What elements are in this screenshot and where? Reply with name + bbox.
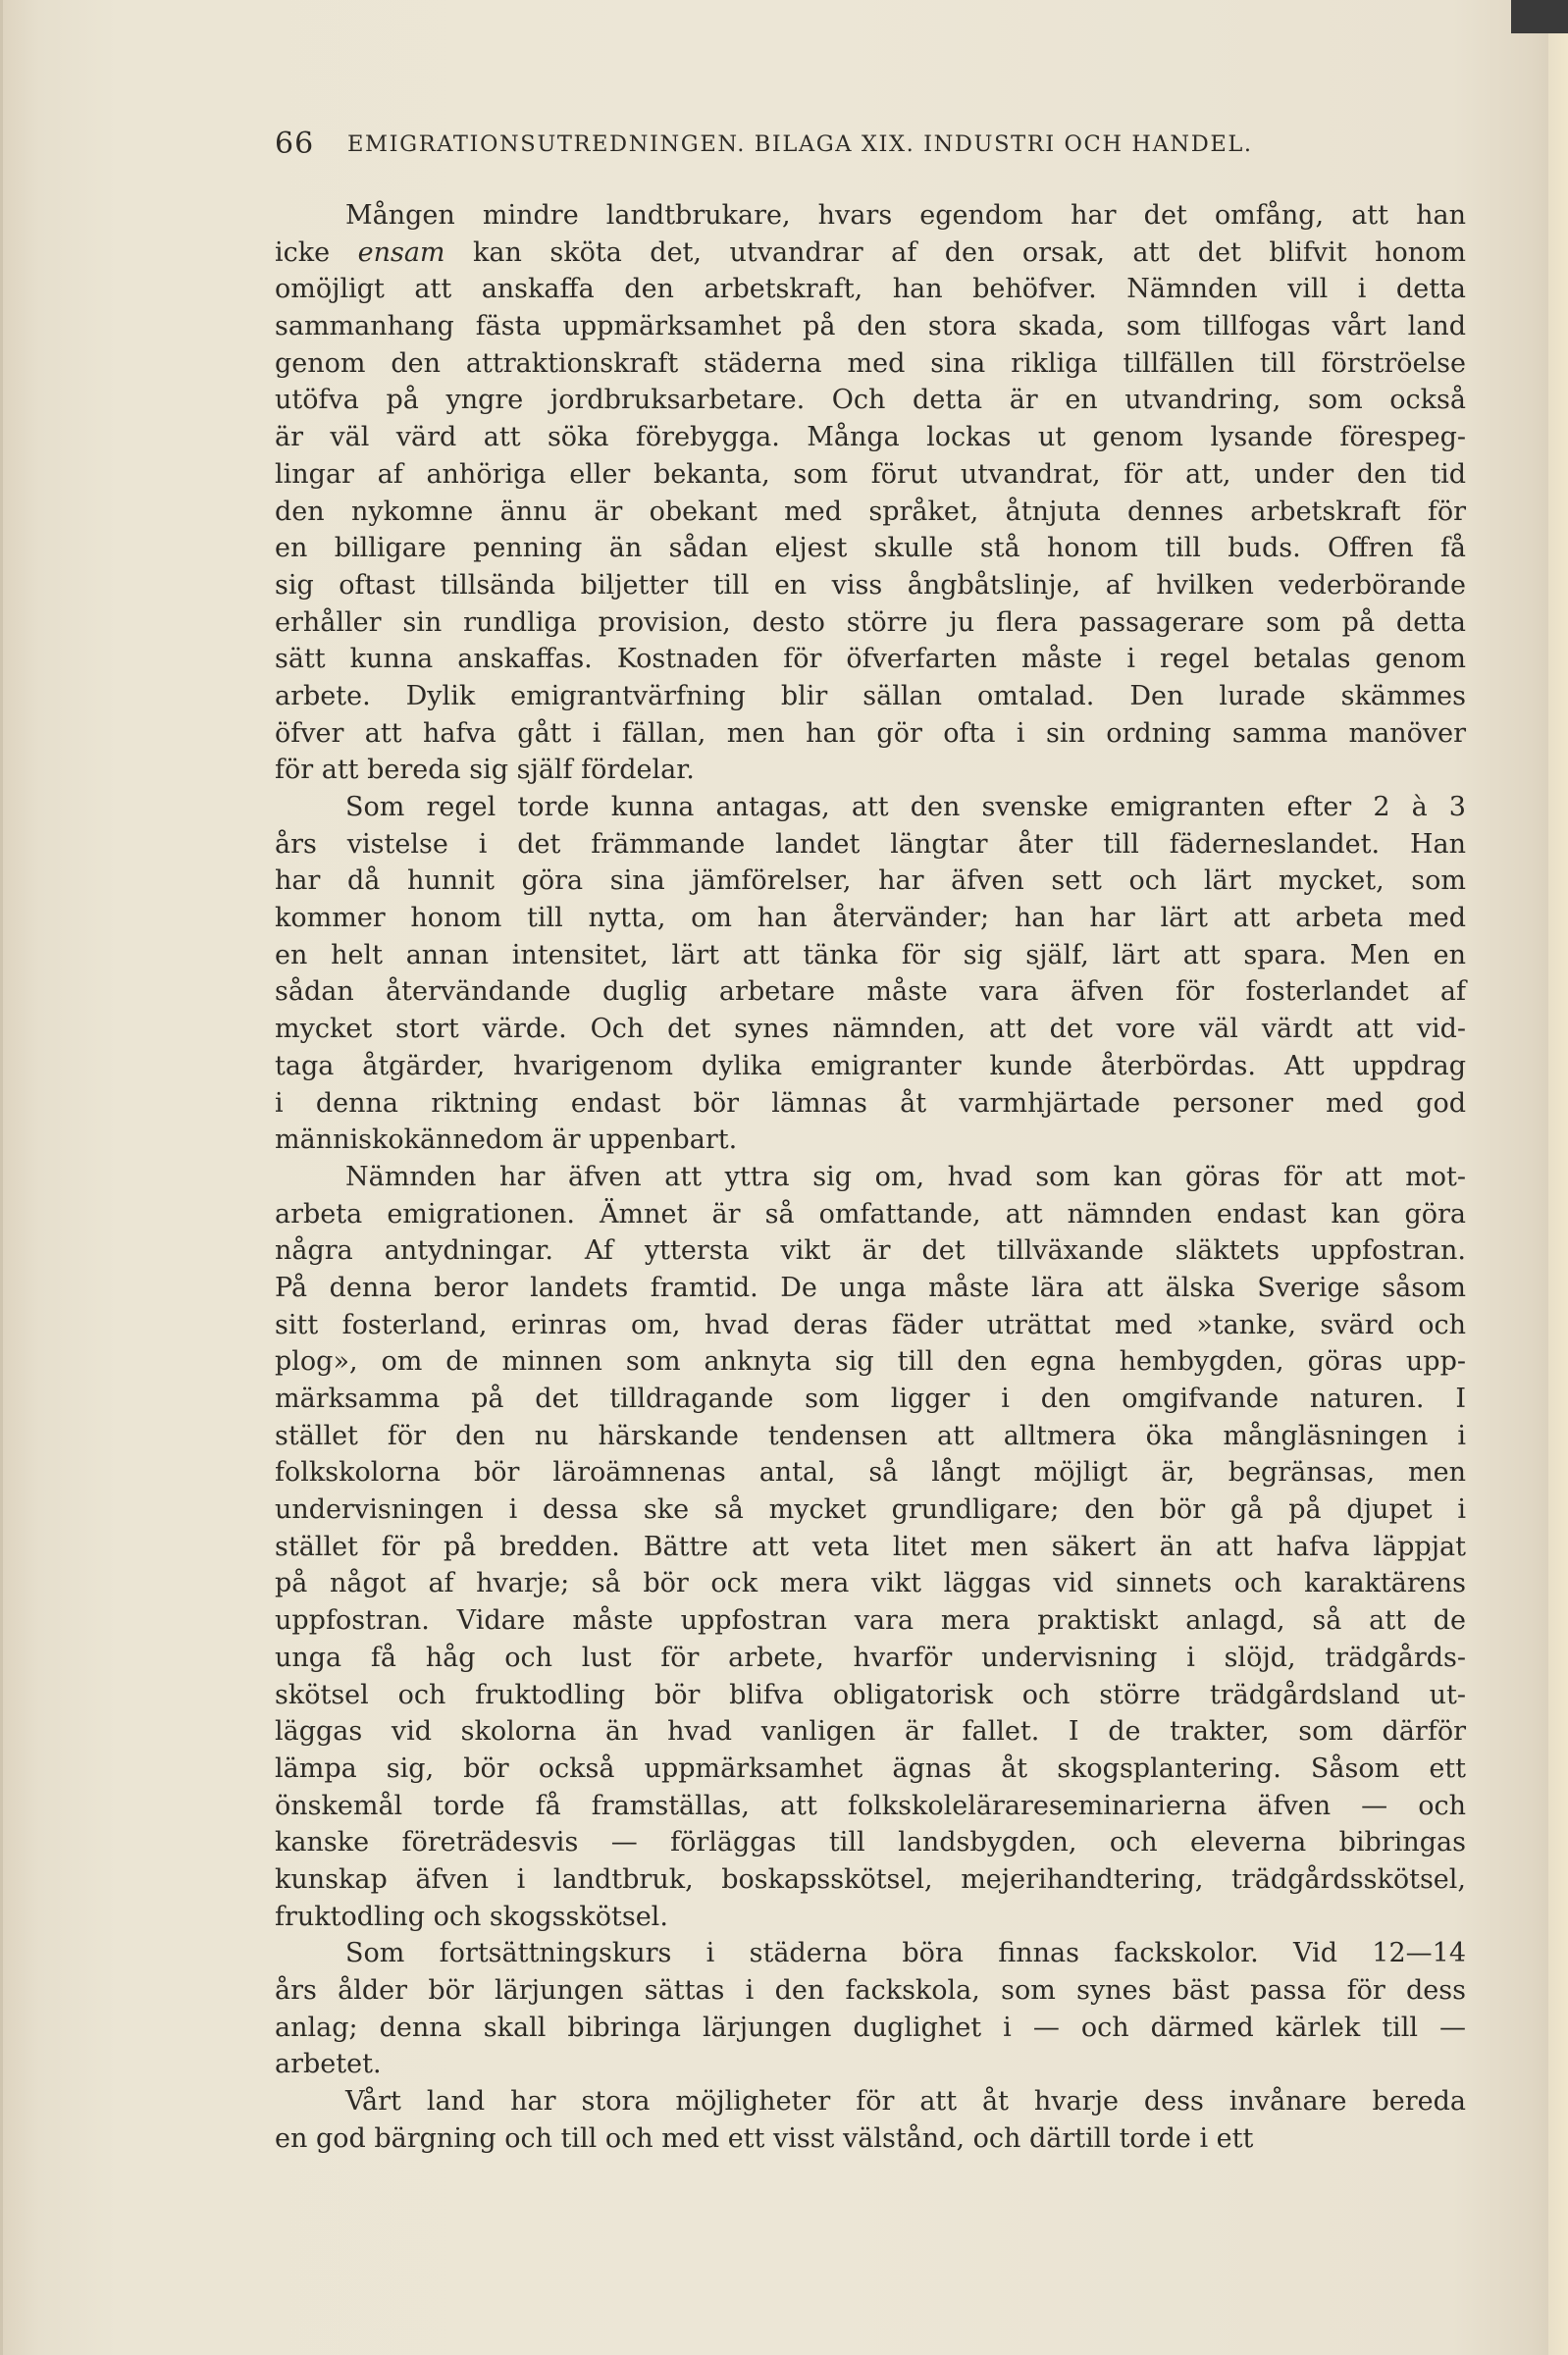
text-line: önskemål torde få framställas, att folkskolelärareseminarierna äfven — och bbox=[275, 1790, 1466, 1821]
body-text bbox=[275, 197, 1466, 2157]
paragraph bbox=[275, 1935, 1466, 2083]
running-header bbox=[275, 122, 1472, 167]
scan-corner-shadow bbox=[1511, 0, 1568, 33]
text-line: utöfva på yngre jordbruksarbetare. Och detta är en utvandring, som också bbox=[275, 385, 1466, 416]
text-line: arbetet. bbox=[275, 2049, 382, 2080]
text-line: på något af hvarje; så bör ock mera vikt läggas vid sinnets och karaktärens bbox=[275, 1568, 1466, 1599]
text-line: erhåller sin rundliga provision, desto större ju flera passagerare som på detta bbox=[275, 606, 1466, 638]
text-line: fruktodling och skogsskötsel. bbox=[275, 1901, 668, 1932]
running-title: EMIGRATIONSUTREDNINGEN. BILAGA XIX. INDUSTRI OCH HANDEL. bbox=[347, 131, 1253, 157]
text-line: omöjligt att anskaffa den arbetskraft, han behöfver. Nämnden vill i detta bbox=[275, 274, 1466, 305]
text-line: taga åtgärder, hvarigenom dylika emigranter kunde återbördas. Att uppdrag bbox=[275, 1050, 1466, 1081]
text-line: års ålder bör lärjungen sättas i den fackskola, som synes bäst passa för dess bbox=[275, 1975, 1466, 2006]
text-line: uppfostran. Vidare måste uppfostran vara mera praktiskt anlagd, så att de bbox=[275, 1605, 1466, 1637]
text-line: sådan återvändande duglig arbetare måste vara äfven för fosterlandet af bbox=[275, 976, 1466, 1008]
paragraph bbox=[275, 1159, 1466, 1935]
paragraph bbox=[275, 197, 1466, 789]
text-line: Som fortsättningskurs i städerna böra finnas fackskolor. Vid 12—14 bbox=[345, 1938, 1466, 1969]
page-binding-edge bbox=[1548, 0, 1568, 2355]
text-line: kommer honom till nytta, om han återvänder; han har lärt att arbeta med bbox=[275, 903, 1466, 934]
text-line: en billigare penning än sådan eljest skulle stå honom till buds. Offren få bbox=[275, 533, 1466, 564]
text-line: har då hunnit göra sina jämförelser, har äfven sett och lärt mycket, som bbox=[275, 865, 1466, 897]
text-line: är väl värd att söka förebygga. Många lockas ut genom lysande förespeg- bbox=[275, 422, 1466, 453]
text-line: stället för på bredden. Bättre att veta litet men säkert än att hafva läppjat bbox=[275, 1531, 1466, 1562]
text-line: lingar af anhöriga eller bekanta, som förut utvandrat, för att, under den tid bbox=[275, 458, 1466, 490]
text-line: Vårt land har stora möjligheter för att åt hvarje dess invånare bereda bbox=[345, 2086, 1466, 2118]
text-line: plog», om de minnen som anknyta sig till den egna hembygden, göras upp- bbox=[275, 1346, 1466, 1378]
text-line: unga få håg och lust för arbete, hvarför undervisning i slöjd, trädgårds- bbox=[275, 1642, 1466, 1673]
text-line: anlag; denna skall bibringa lärjungen duglighet i — och därmed kärlek till — bbox=[275, 2012, 1466, 2043]
text-line: sammanhang fästa uppmärksamhet på den stora skada, som tillfogas vårt land bbox=[275, 311, 1466, 342]
text-line: i denna riktning endast bör lämnas åt varmhjärtade personer med god bbox=[275, 1087, 1466, 1119]
text-line: lämpa sig, bör också uppmärksamhet ägnas åt skogsplantering. Såsom ett bbox=[275, 1753, 1466, 1784]
text-line: Nämnden har äfven att yttra sig om, hvad som kan göras för att mot- bbox=[345, 1161, 1466, 1192]
text-line: människokännedom är uppenbart. bbox=[275, 1125, 738, 1156]
text-line: den nykomne ännu är obekant med språket, åtnjuta dennes arbetskraft för bbox=[275, 496, 1466, 527]
page-edge-line bbox=[0, 0, 3, 2355]
text-line: mycket stort värde. Och det synes nämnden, att det vore väl värdt att vid- bbox=[275, 1014, 1466, 1045]
text-line: för att bereda sig själf fördelar. bbox=[275, 755, 695, 786]
text-line: genom den attraktionskraft städerna med sina rikliga tillfällen till förströelse bbox=[275, 347, 1466, 379]
text-run: icke bbox=[275, 236, 358, 268]
text-run: kan sköta det, utvandrar af den orsak, att det blifvit honom bbox=[444, 236, 1466, 268]
page-number: 66 bbox=[275, 127, 315, 161]
text-line: märksamma på det tilldragande som ligger i den omgifvande naturen. I bbox=[275, 1384, 1466, 1414]
text-line: Som regel torde kunna antagas, att den svenske emigranten efter 2 à 3 bbox=[345, 792, 1466, 822]
text-line: kunskap äfven i landtbruk, boskapsskötsel, mejerihandtering, trädgårdsskötsel, bbox=[275, 1863, 1466, 1895]
italic-word: ensam bbox=[357, 236, 445, 268]
text-line: en helt annan intensitet, lärt att tänka för sig själf, lärt att spara. Men en bbox=[275, 939, 1466, 970]
text-line: en god bärgning och till och med ett visst välstånd, och därtill torde i ett bbox=[275, 2122, 1254, 2154]
paragraph bbox=[275, 789, 1466, 1159]
text-line: läggas vid skolorna än hvad vanligen är fallet. I de trakter, som därför bbox=[275, 1716, 1466, 1748]
text-line: öfver att hafva gått i fällan, men han gör ofta i sin ordning samma manöver bbox=[275, 717, 1466, 749]
text-line: några antydningar. Af yttersta vikt är det tillväxande släktets uppfostran. bbox=[275, 1235, 1466, 1267]
text-line: arbete. Dylik emigrantvärfning blir sällan omtalad. Den lurade skämmes bbox=[275, 680, 1466, 711]
text-line: sätt kunna anskaffas. Kostnaden för öfverfarten måste i regel betalas genom bbox=[275, 644, 1466, 675]
text-line: stället för den nu härskande tendensen att alltmera öka mångläsningen i bbox=[275, 1420, 1466, 1451]
text-line: Mången mindre landtbrukare, hvars egendom har det omfång, att han bbox=[345, 200, 1466, 231]
text-line: undervisningen i dessa ske så mycket grundligare; den bör gå på djupet i bbox=[275, 1494, 1466, 1526]
text-line: skötsel och fruktodling bör blifva obligatorisk och större trädgårdsland ut- bbox=[275, 1679, 1466, 1710]
text-line: sitt fosterland, erinras om, hvad deras fäder uträttat med »tanke, svärd och bbox=[275, 1309, 1466, 1340]
text-line: arbeta emigrationen. Ämnet är så omfattande, att nämnden endast kan göra bbox=[275, 1198, 1466, 1230]
text-line: På denna beror landets framtid. De unga måste lära att älska Sverige såsom bbox=[275, 1272, 1466, 1303]
text-line: sig oftast tillsända biljetter till en viss ångbåtslinje, af hvilken vederbörande bbox=[275, 569, 1466, 601]
text-line bbox=[275, 235, 1466, 272]
text-line: folkskolorna bör läroämnenas antal, så långt möjligt är, begränsas, men bbox=[275, 1457, 1466, 1489]
text-line: kanske företrädesvis — förläggas till landsbygden, och eleverna bibringas bbox=[275, 1827, 1466, 1858]
text-line: års vistelse i det främmande landet längtar åter till fäderneslandet. Han bbox=[275, 828, 1466, 860]
paragraph bbox=[275, 2083, 1466, 2157]
